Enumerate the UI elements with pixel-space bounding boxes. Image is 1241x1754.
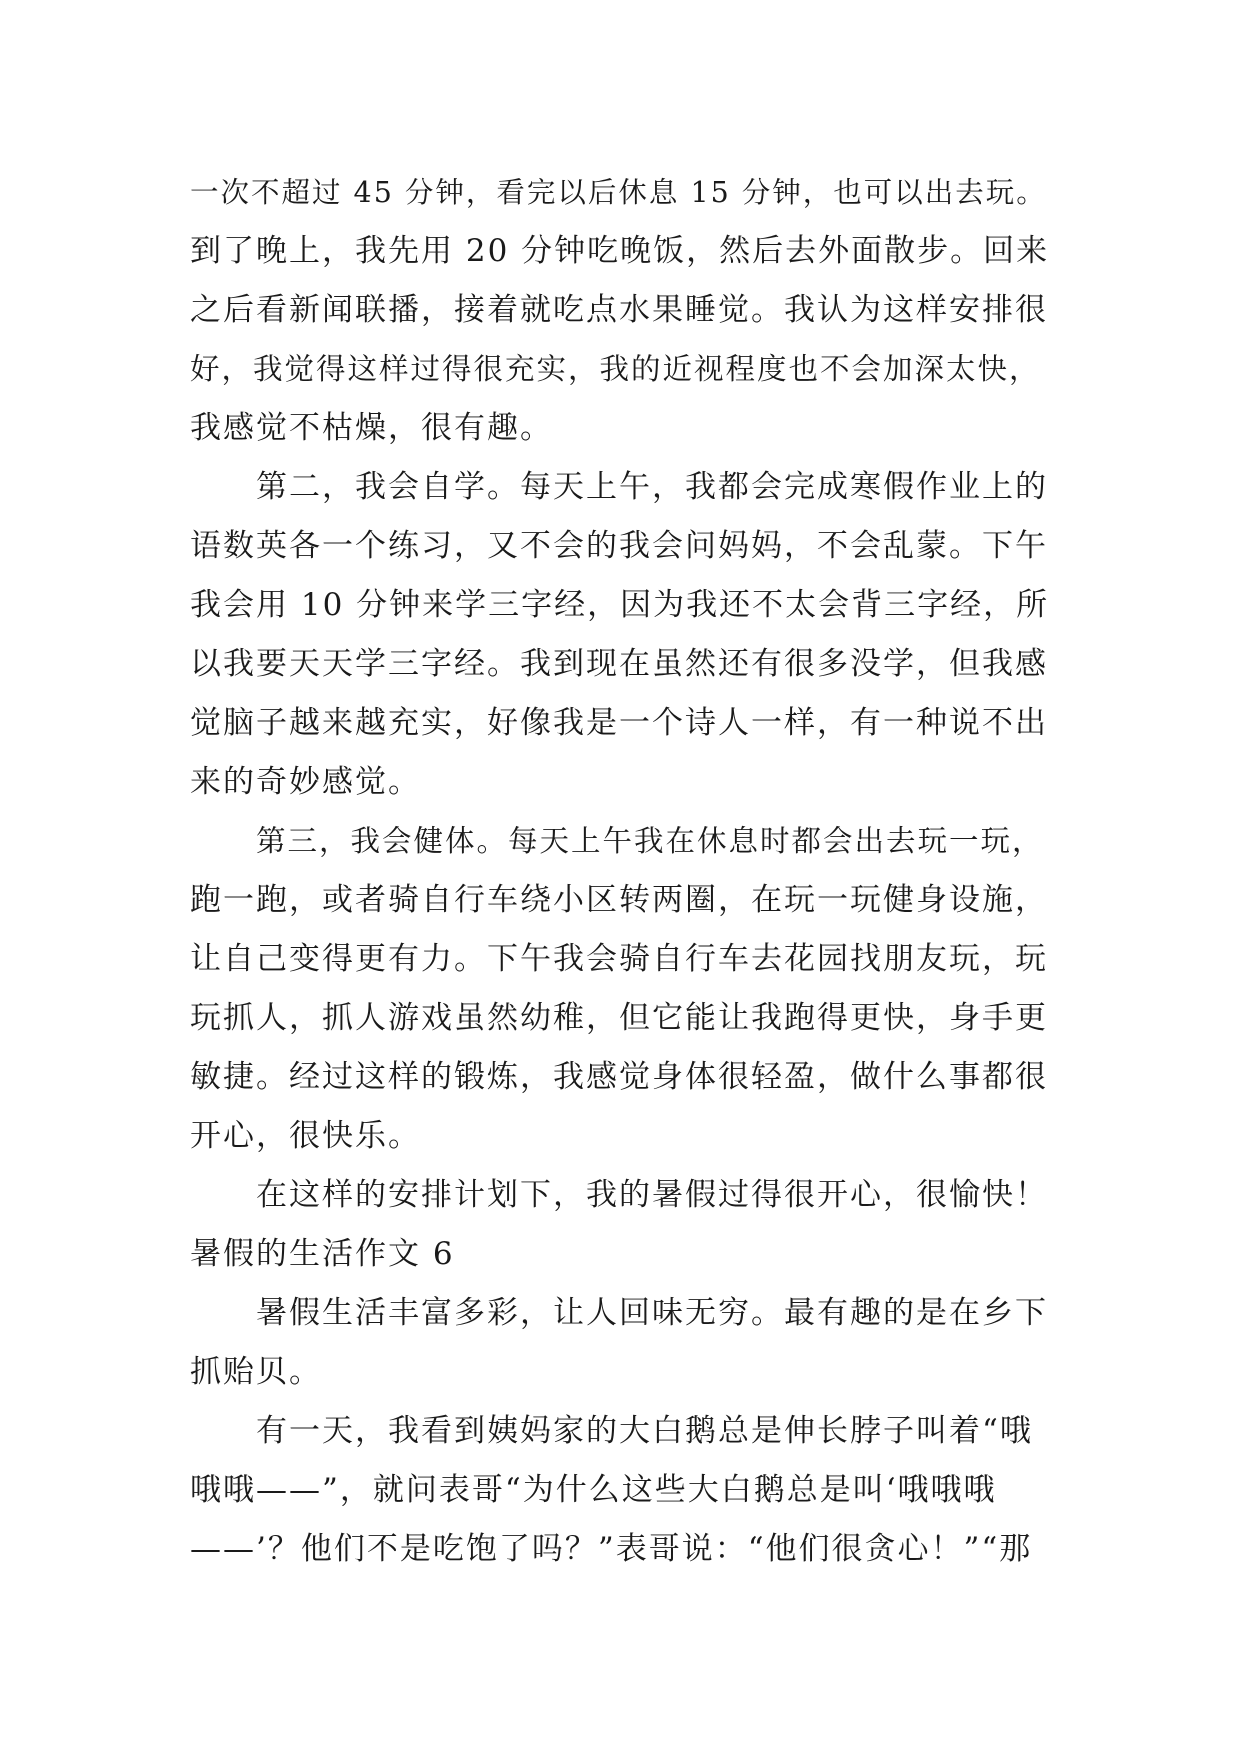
- text-line: ——’？他们不是吃饱了吗？”表哥说：“他们很贪心！”“那: [190, 1531, 1033, 1567]
- text-line: 一次不超过 45 分钟，看完以后休息 15 分钟，也可以出去玩。: [190, 176, 1047, 209]
- text-line: 语数英各一个练习，又不会的我会问妈妈，不会乱蒙。下午: [190, 528, 1048, 564]
- text-line: 玩抓人，抓人游戏虽然幼稚，但它能让我跑得更快，身手更: [190, 1000, 1048, 1036]
- text-line: 暑假生活丰富多彩，让人回味无穷。最有趣的是在乡下: [256, 1295, 1048, 1331]
- text-line: 抓贻贝。: [190, 1354, 322, 1390]
- section-heading: 暑假的生活作文 6: [190, 1236, 455, 1272]
- document-body: [190, 163, 1050, 1579]
- text-line: 我感觉不枯燥，很有趣。: [190, 410, 553, 446]
- text-line: 我会用 10 分钟来学三字经，因为我还不太会背三字经，所: [190, 587, 1050, 623]
- text-line: 让自己变得更有力。下午我会骑自行车去花园找朋友玩，玩: [190, 941, 1048, 977]
- text-line: 觉脑子越来越充实，好像我是一个诗人一样，有一种说不出: [190, 705, 1048, 741]
- text-line: 来的奇妙感觉。: [190, 764, 421, 800]
- text-line: 以我要天天学三字经。我到现在虽然还有很多没学，但我感: [190, 646, 1048, 682]
- text-line: 第二，我会自学。每天上午，我都会完成寒假作业上的: [256, 469, 1048, 505]
- text-line: 有一天，我看到姨妈家的大白鹅总是伸长脖子叫着“哦: [256, 1413, 1033, 1449]
- text-line: 第三，我会健体。每天上午我在休息时都会出去玩一玩，: [256, 824, 1044, 858]
- text-line: 敏捷。经过这样的锻炼，我感觉身体很轻盈，做什么事都很: [190, 1059, 1048, 1095]
- text-line: 哦哦——”，就问表哥“为什么这些大白鹅总是叫‘哦哦哦: [190, 1472, 997, 1508]
- text-line: 之后看新闻联播，接着就吃点水果睡觉。我认为这样安排很: [190, 292, 1048, 328]
- text-line: 在这样的安排计划下，我的暑假过得很开心，很愉快！: [256, 1177, 1048, 1213]
- text-line: 开心，很快乐。: [190, 1118, 421, 1154]
- text-line: 跑一跑，或者骑自行车绕小区转两圈，在玩一玩健身设施，: [190, 882, 1048, 918]
- text-line: 好，我觉得这样过得很充实，我的近视程度也不会加深太快，: [190, 352, 1041, 386]
- text-line: 到了晚上，我先用 20 分钟吃晚饭，然后去外面散步。回来: [190, 233, 1050, 269]
